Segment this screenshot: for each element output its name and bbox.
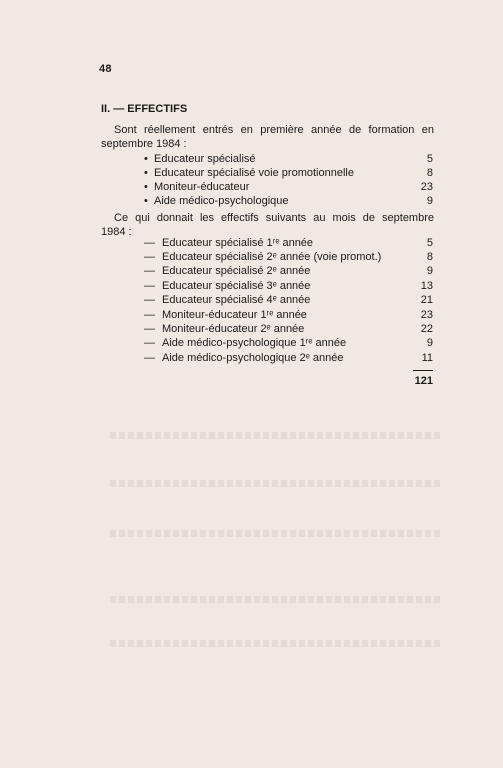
list-item bbox=[0, 279, 503, 293]
list-item-label: Moniteur-éducateur 2ᵉ année bbox=[162, 323, 305, 335]
bullet-label: Educateur spécialisé voie promotionnelle bbox=[154, 167, 354, 179]
list-item-label: Aide médico-psychologique 2ᵉ année bbox=[162, 352, 344, 364]
list-item-label: Educateur spécialisé 4ᵉ année bbox=[162, 294, 311, 306]
intro-paragraph-1 bbox=[101, 123, 434, 151]
intro-line: Sont réellement entrés en première année de formation en bbox=[114, 124, 434, 136]
bullet-icon: • bbox=[144, 195, 148, 207]
list-item bbox=[0, 236, 503, 250]
list-item bbox=[0, 250, 503, 264]
bleed-through-texture bbox=[110, 480, 440, 487]
list-item bbox=[0, 293, 503, 307]
section-heading: II. — EFFECTIFS bbox=[101, 103, 188, 115]
bullet-label: Aide médico-psychologique bbox=[154, 195, 289, 207]
intro-line: 1984 : bbox=[101, 226, 132, 238]
intro-line: septembre 1984 : bbox=[101, 138, 187, 150]
list-item-value: 9 bbox=[426, 337, 433, 349]
page-number: 48 bbox=[99, 63, 112, 75]
total-value: 121 bbox=[414, 375, 433, 387]
bullet-icon: • bbox=[144, 167, 148, 179]
list-item-value: 5 bbox=[426, 237, 433, 249]
list-item-label: Educateur spécialisé 2ᵉ année (voie promot.) bbox=[162, 251, 382, 263]
bullet-row bbox=[0, 194, 503, 208]
bullet-icon: • bbox=[144, 181, 148, 193]
bullet-value: 5 bbox=[426, 153, 433, 165]
bleed-through-texture bbox=[110, 530, 440, 537]
dash-mark: — bbox=[144, 251, 155, 263]
list-item-value: 11 bbox=[421, 352, 433, 364]
dash-mark: — bbox=[144, 309, 155, 321]
bullet-value: 23 bbox=[420, 181, 433, 193]
list-item bbox=[0, 351, 503, 365]
bullet-value: 8 bbox=[426, 167, 433, 179]
bullet-row bbox=[0, 152, 503, 166]
dash-mark: — bbox=[144, 280, 155, 292]
list-item-value: 21 bbox=[420, 294, 433, 306]
list-item-label: Moniteur-éducateur 1ʳᵉ année bbox=[162, 309, 307, 321]
bullet-value: 9 bbox=[426, 195, 433, 207]
list-item-value: 9 bbox=[426, 265, 433, 277]
bleed-through-texture bbox=[110, 640, 440, 647]
bullet-label: Moniteur-éducateur bbox=[154, 181, 250, 193]
total-rule bbox=[413, 370, 433, 371]
list-item-value: 23 bbox=[420, 309, 433, 321]
list-item-value: 8 bbox=[426, 251, 433, 263]
dash-mark: — bbox=[144, 294, 155, 306]
list-item bbox=[0, 336, 503, 350]
dash-mark: — bbox=[144, 237, 155, 249]
bullet-label: Educateur spécialisé bbox=[154, 153, 256, 165]
bullet-icon: • bbox=[144, 153, 148, 165]
list-item-label: Educateur spécialisé 1ʳᵉ année bbox=[162, 237, 314, 249]
list-item-label: Educateur spécialisé 3ᵉ année bbox=[162, 280, 311, 292]
list-item-label: Educateur spécialisé 2ᵉ année bbox=[162, 265, 311, 277]
list-item-label: Aide médico-psychologique 1ʳᵉ année bbox=[162, 337, 347, 349]
bullet-row bbox=[0, 166, 503, 180]
dash-mark: — bbox=[144, 352, 155, 364]
list-item bbox=[0, 308, 503, 322]
intro-paragraph-2 bbox=[101, 211, 434, 239]
dash-mark: — bbox=[144, 265, 155, 277]
intro-line: Ce qui donnait les effectifs suivants au mois de septembre bbox=[114, 212, 434, 224]
list-item bbox=[0, 322, 503, 336]
list-item-value: 13 bbox=[420, 280, 433, 292]
bullet-row bbox=[0, 180, 503, 194]
dash-mark: — bbox=[144, 323, 155, 335]
bleed-through-texture bbox=[110, 596, 440, 603]
list-item-value: 22 bbox=[420, 323, 433, 335]
dash-mark: — bbox=[144, 337, 155, 349]
list-item bbox=[0, 264, 503, 278]
bleed-through-texture bbox=[110, 432, 440, 439]
